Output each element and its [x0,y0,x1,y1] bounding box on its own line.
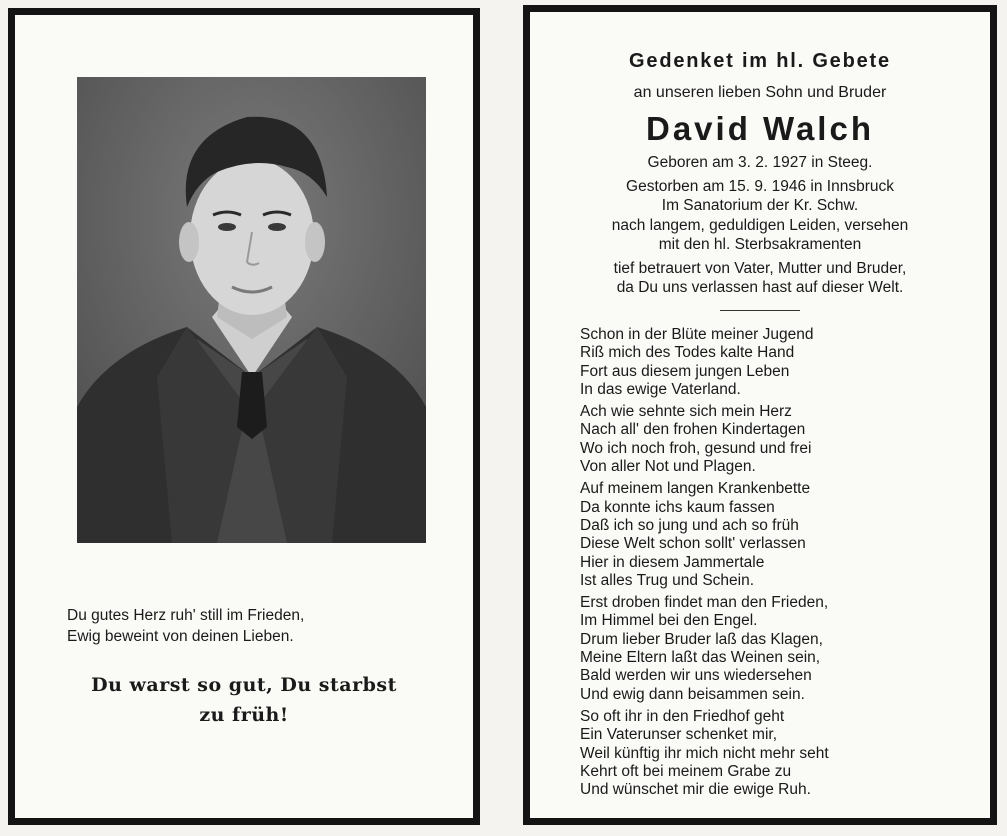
info-line: nach langem, geduldigen Leiden, versehen [611,216,909,234]
poem-stanza [580,594,980,704]
poem-line: Riß mich des Todes kalte Hand [580,344,795,362]
poem-line: In das ewige Vaterland. [580,380,741,398]
info-line: Im Sanatorium der Kr. Schw. [661,197,859,214]
info-line: Geboren am 3. 2. 1927 in Steeg. [647,154,873,171]
left-card [8,8,480,825]
poem-line: Drum lieber Bruder laß das Klagen, [580,630,823,648]
portrait-illustration [77,77,426,543]
memorial-title: Gedenket im hl. Gebete [629,50,891,72]
divider [720,310,800,311]
info-line: da Du uns verlassen hast auf dieser Welt. [616,279,904,296]
poem-line: So oft ihr in den Friedhof geht [580,707,785,725]
poem-line: Da konnte ichs kaum fassen [580,498,775,516]
poem-stanza [580,708,980,799]
memorial-subtitle: an unseren lieben Sohn und Bruder [633,84,887,101]
poem-stanza [580,326,980,399]
poem-line: Schon in der Blüte meiner Jugend [580,326,814,343]
left-verse [67,605,447,647]
poem-line: Und ewig dann beisammen sein. [580,685,805,703]
gothic-line: zu früh! [199,704,289,726]
poem-line: Kehrt oft bei meinem Grabe zu [580,762,792,780]
portrait-photo [77,77,426,543]
poem-line: Im Himmel bei den Engel. [580,612,758,630]
poem-line: Und wünschet mir die ewige Ruh. [580,781,811,799]
poem-line: Nach all' den frohen Kindertagen [580,421,806,439]
gothic-line: Du warst so gut, Du starbst [91,674,397,696]
verse-line: Ewig beweint von deinen Lieben. [67,628,294,645]
poem-line: Auf meinem langen Krankenbette [580,480,811,498]
life-info [530,153,990,298]
info-line: tief betrauert von Vater, Mutter und Bruder, [613,259,907,277]
info-line: Gestorben am 15. 9. 1946 in Innsbruck [626,177,894,195]
poem-stanza [580,480,980,590]
poem-line: Ist alles Trug und Schein. [580,571,755,589]
info-line: mit den hl. Sterbsakramenten [658,236,862,253]
poem-line: Bald werden wir uns wiedersehen [580,667,812,685]
deceased-name: David Walch [646,110,874,147]
memorial-poem [580,326,980,803]
right-card [523,5,997,825]
verse-line: Du gutes Herz ruh' still im Frieden, [67,607,305,624]
poem-line: Wo ich noch froh, gesund und frei [580,439,812,457]
poem-line: Ach wie sehnte sich mein Herz [580,403,792,421]
poem-line: Erst droben findet man den Frieden, [580,594,829,612]
gothic-inscription [15,670,473,730]
poem-line: Fort aus diesem jungen Leben [580,362,790,380]
poem-stanza [580,403,980,476]
poem-line: Meine Eltern laßt das Weinen sein, [580,649,821,667]
poem-line: Diese Welt schon sollt' verlassen [580,535,806,553]
poem-line: Weil künftig ihr mich nicht mehr seht [580,744,829,762]
poem-line: Von aller Not und Plagen. [580,458,756,476]
poem-line: Daß ich so jung und ach so früh [580,516,799,534]
poem-line: Ein Vaterunser schenket mir, [580,726,777,744]
poem-line: Hier in diesem Jammertale [580,553,765,571]
